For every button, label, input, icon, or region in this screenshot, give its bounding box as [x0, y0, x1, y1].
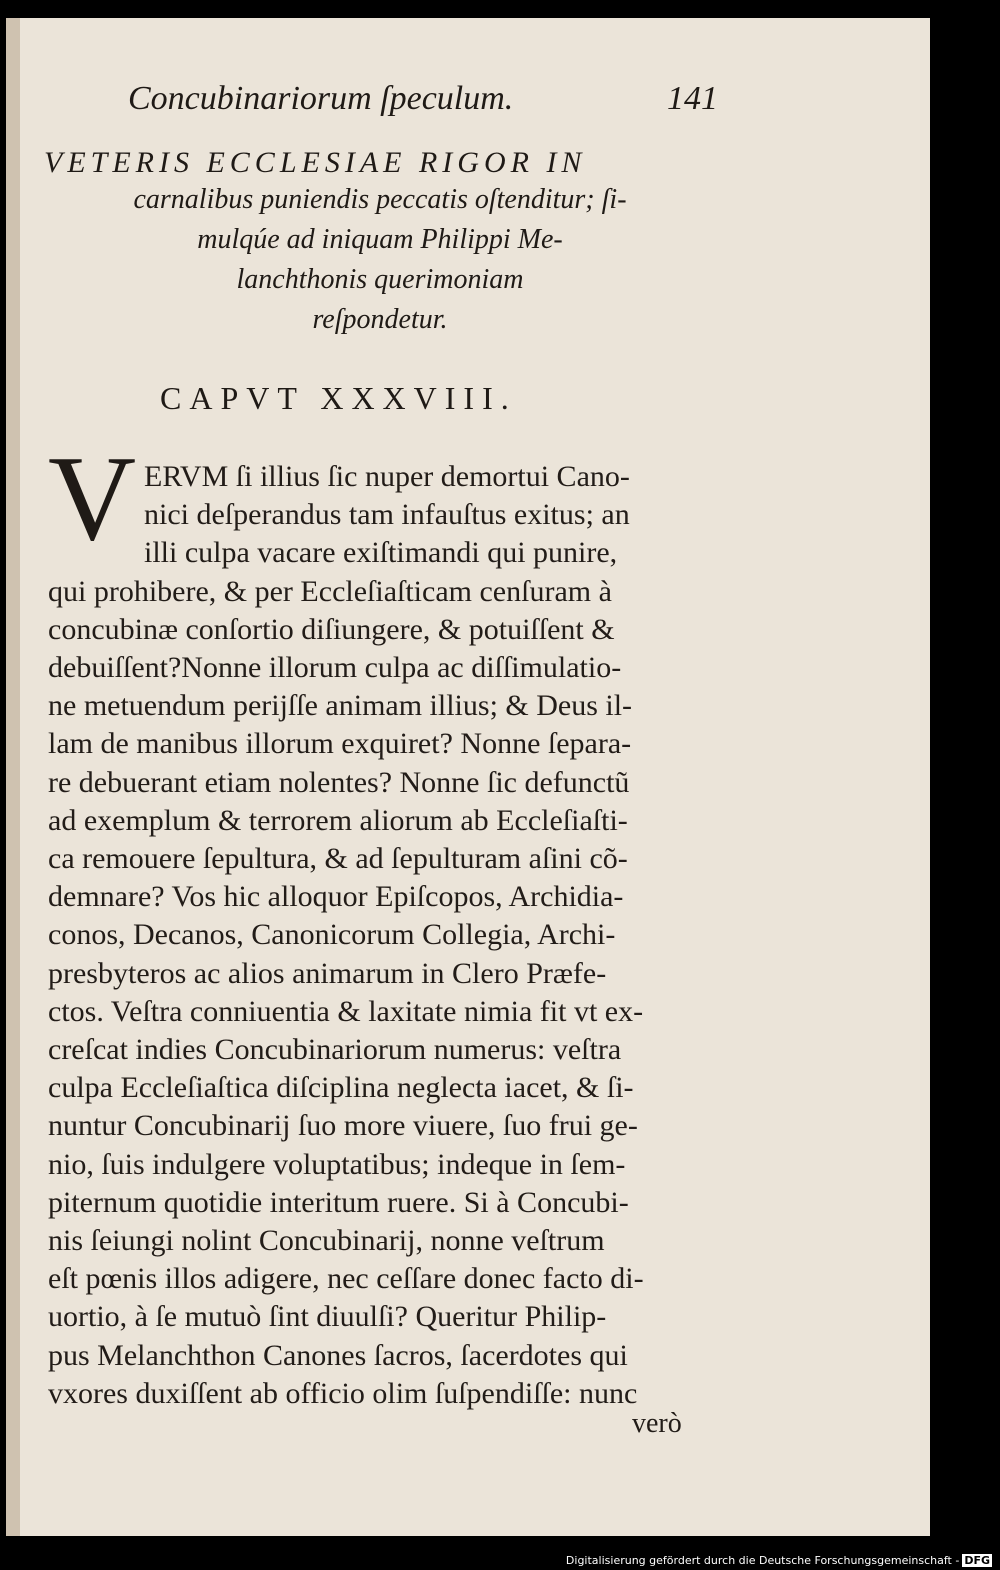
text-line: creſcat indies Concubinariorum numerus: veſtra [48, 1033, 622, 1067]
text-line: nici deſperandus tam infauſtus exitus; an [144, 498, 630, 532]
summary-line: carnalibus puniendis peccatis oſtenditur; ſi- [133, 184, 627, 215]
drop-cap: V [48, 431, 137, 566]
digitization-credit [566, 1554, 992, 1567]
text-line: ERVM ſi illius ſic nuper demortui Cano- [144, 460, 630, 493]
chapter-heading: CAPVT XXXVIII. [160, 380, 517, 416]
text-line: ca remouere ſepultura, & ad ſepulturam aſini cõ- [48, 842, 628, 876]
text-line: vxores duxiſſent ab officio olim ſuſpendiſſe: nunc [48, 1376, 638, 1410]
text-line: eſt pœnis illos adigere, nec ceſſare donec facto di- [48, 1262, 644, 1296]
running-title: Concubinariorum ſpeculum. [128, 80, 514, 117]
text-line: presbyteros ac alios animarum in Clero Præfe- [48, 956, 607, 990]
page-number: 141 [667, 80, 718, 117]
text-line: lam de manibus illorum exquiret? Nonne ſepara- [48, 727, 632, 761]
text-line: illi culpa vacare exiſtimandi qui punire, [144, 536, 618, 570]
text-line: ctos. Veſtra conniuentia & laxitate nimia fit vt ex- [48, 994, 644, 1028]
text-line: pus Melanchthon Canones ſacros, ſacerdotes qui [48, 1338, 628, 1372]
text-line: re debuerant etiam nolentes? Nonne ſic defunctũ [48, 765, 630, 799]
text-line: conos, Decanos, Canonicorum Collegia, Archi- [48, 918, 616, 952]
text-line: culpa Eccleſiaſtica diſciplina neglecta iacet, & ſi- [48, 1071, 634, 1105]
book-page [6, 18, 930, 1536]
summary-caps-line: VETERIS ECCLESIAE RIGOR IN [44, 146, 587, 179]
chapter-summary [44, 146, 716, 340]
catchword: verò [632, 1408, 682, 1439]
text-line: ad exemplum & terrorem aliorum ab Eccleſiaſti- [48, 803, 628, 837]
summary-line: reſpondetur. [312, 304, 448, 335]
text-line: debuiſſent?Nonne illorum culpa ac diſſimulatio- [48, 651, 622, 685]
body-text [48, 458, 708, 1413]
summary-line: mulqúe ad iniquam Philippi Me- [197, 224, 563, 255]
dfg-logo: DFG [964, 1554, 990, 1567]
text-line: nis ſeiungi nolint Concubinarij, nonne veſtrum [48, 1224, 605, 1258]
page-header [128, 80, 718, 120]
text-line: concubinæ conſortio diſiungere, & potuiſſent & [48, 612, 615, 646]
text-line: ne metuendum perijſſe animam illius; & Deus il- [48, 689, 633, 723]
text-line: qui prohibere, & per Eccleſiaſticam cenſuram à [48, 574, 612, 608]
text-line: nuntur Concubinarij ſuo more viuere, ſuo frui ge- [48, 1109, 638, 1143]
text-line: piternum quotidie interitum ruere. Si à Concubi- [48, 1185, 629, 1219]
text-line: nio, ſuis indulgere voluptatibus; indeque in ſem- [48, 1147, 626, 1181]
text-line: demnare? Vos hic alloquor Epiſcopos, Archidia- [48, 880, 624, 914]
summary-line: lanchthonis querimoniam [236, 264, 524, 295]
text-line: uortio, à ſe mutuò ſint diuulſi? Queritur Philip- [48, 1300, 607, 1334]
credit-text: Digitalisierung gefördert durch die Deutsche Forschungsgemeinschaft - [565, 1554, 960, 1567]
